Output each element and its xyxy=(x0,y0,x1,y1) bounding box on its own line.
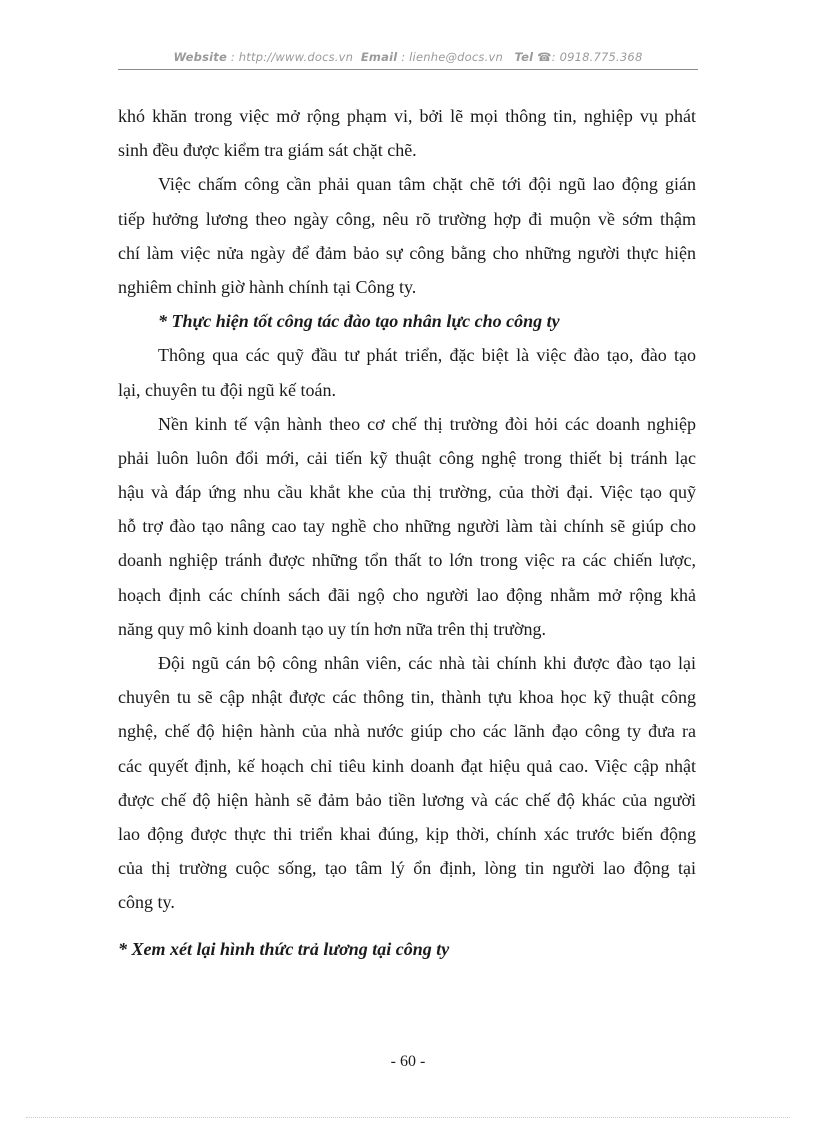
website-url: : http://www.docs.vn xyxy=(230,50,354,64)
section-heading: * Xem xét lại hình thức trả lương tại công ty xyxy=(118,939,450,959)
body-line: hậu và đáp ứng nhu cầu khắt khe của thị trường, của thời đại. Việc tạo quỹ xyxy=(118,482,696,503)
body-line: doanh nghiệp tránh được những tổn thất to lớn trong việc ra các chiến lược, xyxy=(118,550,696,571)
body-line: khó khăn trong việc mở rộng phạm vi, bởi lẽ mọi thông tin, nghiệp vụ phát xyxy=(118,106,696,126)
body-line: nghệ, chế độ hiện hành của nhà nước giúp cho các lãnh đạo công ty đưa ra xyxy=(118,721,696,742)
body-line: chuyên tu sẽ cập nhật được các thông tin, thành tựu khoa học kỹ thuật công xyxy=(118,687,696,708)
body-line: công ty. xyxy=(118,892,175,913)
phone-icon: ☎ xyxy=(537,50,552,64)
body-line: hoạch định các chính sách đãi ngộ cho người lao động nhằm mở rộng khả xyxy=(118,584,696,605)
page-header xyxy=(118,50,698,64)
paragraph-start-line: Việc chấm công cần phải quan tâm chặt chẽ tới đội ngũ lao động gián xyxy=(158,174,696,195)
paragraph-start-line: Nền kinh tế vận hành theo cơ chế thị trường đòi hỏi các doanh nghiệp xyxy=(158,413,696,434)
document-body xyxy=(118,99,696,920)
body-line: phải luôn luôn đổi mới, cải tiến kỹ thuật công nghệ trong thiết bị tránh lạc xyxy=(118,447,696,468)
email-address: : lienhe@docs.vn xyxy=(401,50,503,64)
tel-number: : 0918.775.368 xyxy=(551,50,643,64)
body-line: tiếp hưởng lương theo ngày công, nêu rõ trường hợp đi muộn về sớm thậm xyxy=(118,208,696,229)
header-divider xyxy=(118,69,698,70)
body-line: các quyết định, kế hoạch chỉ tiêu kinh doanh đạt hiệu quả cao. Việc cập nhật xyxy=(118,755,696,776)
email-label: Email xyxy=(360,50,398,64)
website-label: Website xyxy=(173,50,227,64)
body-line: của thị trường cuộc sống, tạo tâm lý ổn định, lòng tin người lao động tại xyxy=(118,858,696,879)
body-line: lao động được thực thi triển khai đúng, kịp thời, chính xác trước biến động xyxy=(118,823,696,844)
body-line: sinh đều được kiểm tra giám sát chặt chẽ. xyxy=(118,140,417,161)
section-heading: * Thực hiện tốt công tác đào tạo nhân lực cho công ty xyxy=(158,311,560,332)
body-line: chí làm việc nửa ngày để đảm bảo sự công bằng cho những người thực hiện xyxy=(118,242,696,263)
body-line: lại, chuyên tu đội ngũ kế toán. xyxy=(118,379,336,400)
body-line: nghiêm chỉnh giờ hành chính tại Công ty. xyxy=(118,276,417,297)
body-line: được chế độ hiện hành sẽ đảm bảo tiền lương và các chế độ khác của người xyxy=(118,789,696,810)
body-line: hỗ trợ đào tạo nâng cao tay nghề cho những người làm tài chính sẽ giúp cho xyxy=(118,516,696,537)
paragraph-start-line: Thông qua các quỹ đầu tư phát triển, đặc biệt là việc đào tạo, đào tạo xyxy=(158,345,696,366)
body-line: năng quy mô kinh doanh tạo uy tín hơn nữa trên thị trường. xyxy=(118,618,546,639)
page-number: - 60 - xyxy=(390,1053,426,1070)
tel-label: Tel xyxy=(514,50,534,64)
paragraph-start-line: Đội ngũ cán bộ công nhân viên, các nhà tài chính khi được đào tạo lại xyxy=(158,653,696,673)
footer-divider xyxy=(26,1117,790,1118)
